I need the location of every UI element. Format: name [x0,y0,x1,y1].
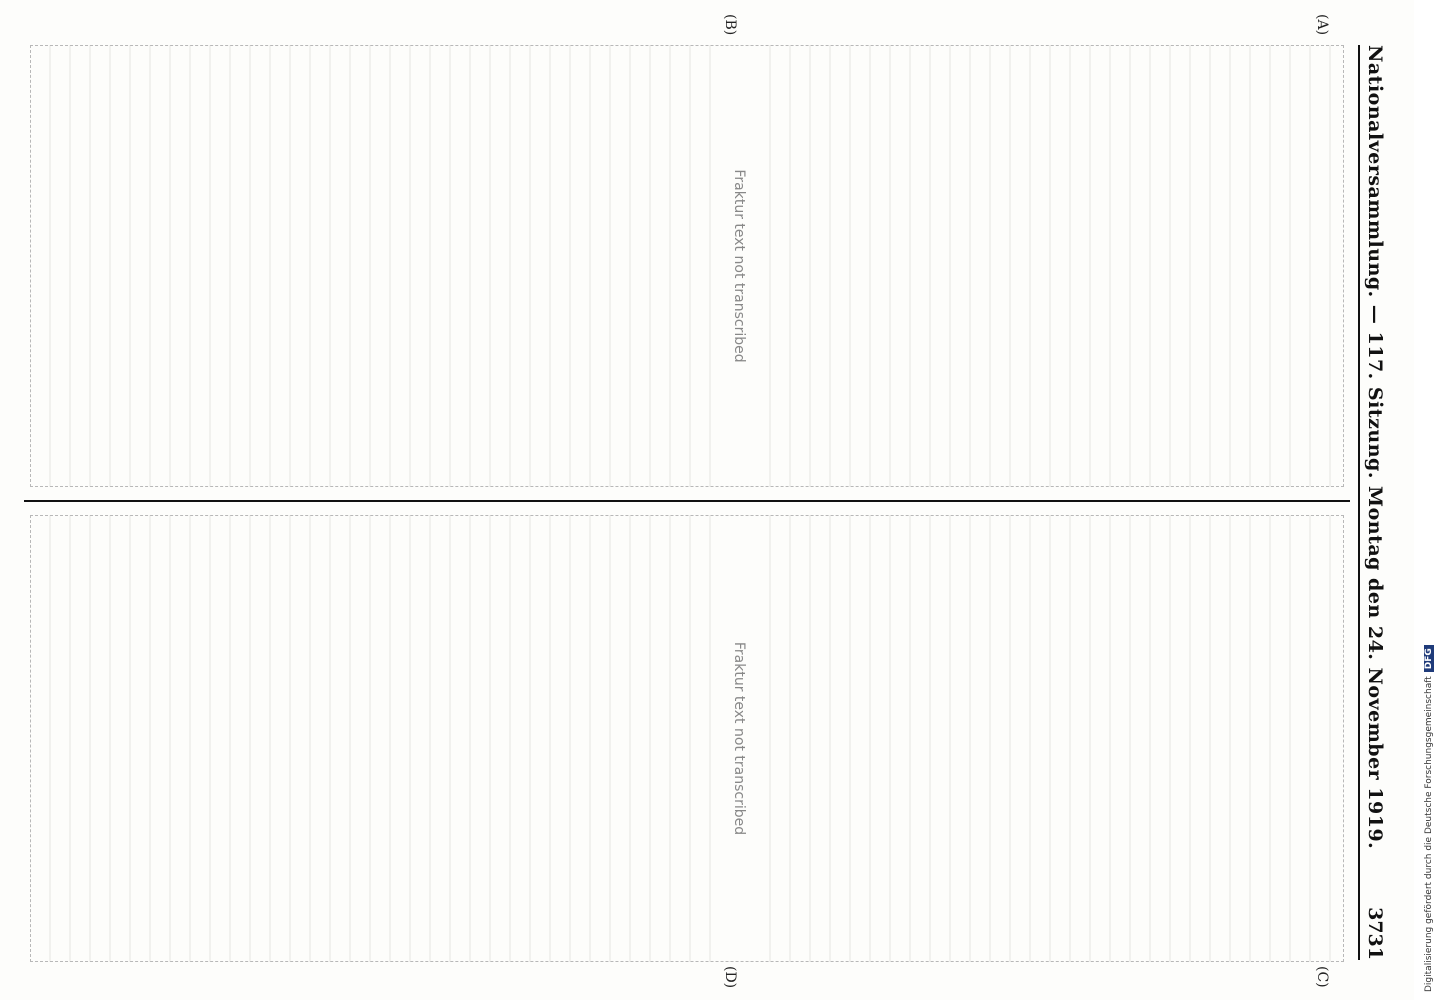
margin-mark-b: (B) [722,14,738,36]
right-text-column [30,515,1344,962]
left-text-column [30,45,1344,487]
digitization-note [1424,8,1434,992]
margin-mark-a: (A) [1314,14,1330,36]
page-number: 3731 [1364,907,1386,960]
column-divider [24,500,1350,502]
margin-mark-c: (C) [1314,966,1330,988]
dfg-logo: DFG [1424,645,1434,672]
header-title: Nationalversammlung. — 117. Sitzung. Montag den 24. November 1919. [1364,45,1386,850]
left-column-placeholder: Fraktur text not transcribed [725,46,753,486]
right-column-placeholder: Fraktur text not transcribed [725,516,753,961]
digitization-note-text: Digitalisierung gefördert durch die Deutsche Forschungsgemeinschaft [1424,676,1434,992]
running-header [1358,45,1400,960]
margin-mark-d: (D) [722,966,738,989]
